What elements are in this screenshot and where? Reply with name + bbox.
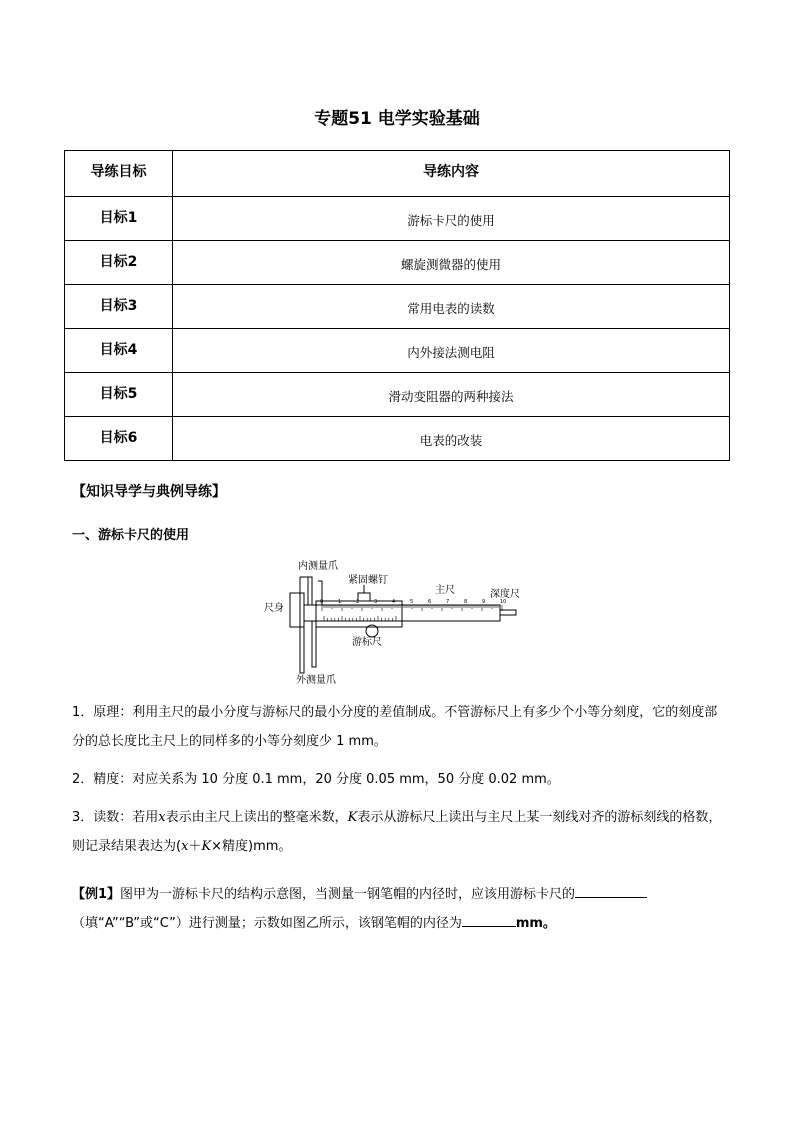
row-label-cell: 目标1 xyxy=(65,197,173,241)
example-tag: 【例1】 xyxy=(72,887,121,902)
row-content-cell: 滑动变阻器的两种接法 xyxy=(173,373,730,417)
reading-paragraph xyxy=(72,803,724,861)
lock-screw xyxy=(358,593,370,601)
subsection-heading: 一、游标卡尺的使用 xyxy=(72,528,190,543)
principle-paragraph: 1．原理：利用主尺的最小分度与游标尺的最小分度的差值制成。不管游标尺上有多少个小等分刻度，它的刻度部分的总长度比主尺上的同样多的小等分刻度少 1 mm。 xyxy=(72,705,718,749)
scale-number: 3 xyxy=(374,599,378,605)
label-body: 尺身 xyxy=(264,603,284,614)
example-unit: mm。 xyxy=(515,916,556,931)
plus-sign: ＋ xyxy=(188,839,202,854)
section-heading: 【知识导学与典例导练】 xyxy=(72,484,226,500)
table-row xyxy=(65,197,730,241)
var-k: K xyxy=(347,810,358,825)
label-lock-screw: 紧固螺钉 xyxy=(348,575,388,586)
row-label-cell: 目标5 xyxy=(65,373,173,417)
row-content-cell: 螺旋测微器的使用 xyxy=(173,241,730,285)
scale-number: 7 xyxy=(446,599,450,605)
body-block xyxy=(290,593,304,627)
scale-number: 9 xyxy=(482,599,486,605)
scale-number: 5 xyxy=(410,599,414,605)
table-row xyxy=(65,329,730,373)
reading-text-d: ×精度)mm。 xyxy=(211,839,292,854)
row-label-cell: 目标6 xyxy=(65,417,173,461)
table-row xyxy=(65,373,730,417)
label-main-scale: 主尺 xyxy=(435,585,455,596)
row-label-cell: 目标3 xyxy=(65,285,173,329)
row-label-cell: 目标4 xyxy=(65,329,173,373)
row-content-cell: 内外接法测电阻 xyxy=(173,329,730,373)
var-x: x xyxy=(158,810,166,825)
var-k2: K xyxy=(201,839,212,854)
header-content-cell: 导练内容 xyxy=(173,151,730,197)
scale-number: 6 xyxy=(428,599,432,605)
row-content-cell: 电表的改装 xyxy=(173,417,730,461)
example-1-paragraph xyxy=(72,880,724,938)
scale-number: 1 xyxy=(338,599,342,605)
label-outer-jaw: 外测量爪 xyxy=(296,675,336,685)
depth-rod xyxy=(500,610,516,615)
var-x2: x xyxy=(181,839,189,854)
scale-number: 8 xyxy=(464,599,468,605)
table-row xyxy=(65,417,730,461)
table-row xyxy=(65,285,730,329)
inner-jaw-fixed xyxy=(308,577,312,605)
example-text-a: 图甲为一游标卡尺的结构示意图，当测量一钢笔帽的内径时，应该用游标卡尺的 xyxy=(120,887,576,902)
scale-number: 2 xyxy=(356,599,360,605)
example-text-b: （填“A”“B”或“C”）进行测量；示数如图乙所示，该钢笔帽的内径为 xyxy=(72,916,462,931)
precision-paragraph: 2．精度：对应关系为 10 分度 0.1 mm，20 分度 0.05 mm，50 分度 0.02 mm。 xyxy=(72,772,560,787)
header-label-cell: 导练目标 xyxy=(65,151,173,197)
label-depth-rod: 深度尺 xyxy=(490,589,520,600)
scale-number: 10 xyxy=(500,599,507,605)
answer-blank-2[interactable] xyxy=(462,912,516,927)
label-vernier: 游标尺 xyxy=(352,637,382,648)
page-title: 专题51 电学实验基础 xyxy=(314,109,480,129)
label-inner-jaw: 内测量爪 xyxy=(298,561,338,572)
vernier-caliper-figure xyxy=(260,555,530,685)
row-content-cell: 游标卡尺的使用 xyxy=(173,197,730,241)
table-header-row xyxy=(65,151,730,197)
row-label-cell: 目标2 xyxy=(65,241,173,285)
scale-number: 0 xyxy=(320,599,324,605)
reading-text-c: 表示从游标尺上读出与主尺上某一刻线对齐的游标刻线的格数，则记录结果表达为( xyxy=(72,810,722,854)
reading-text-b: 表示由主尺上读出的整毫米数， xyxy=(165,810,348,825)
scale-number: 4 xyxy=(392,599,396,605)
outer-jaw-moving xyxy=(312,621,316,667)
answer-blank-1[interactable] xyxy=(575,883,647,898)
table-row xyxy=(65,241,730,285)
goals-table xyxy=(64,150,730,461)
reading-text-a: 3．读数：若用 xyxy=(72,810,159,825)
row-content-cell: 常用电表的读数 xyxy=(173,285,730,329)
